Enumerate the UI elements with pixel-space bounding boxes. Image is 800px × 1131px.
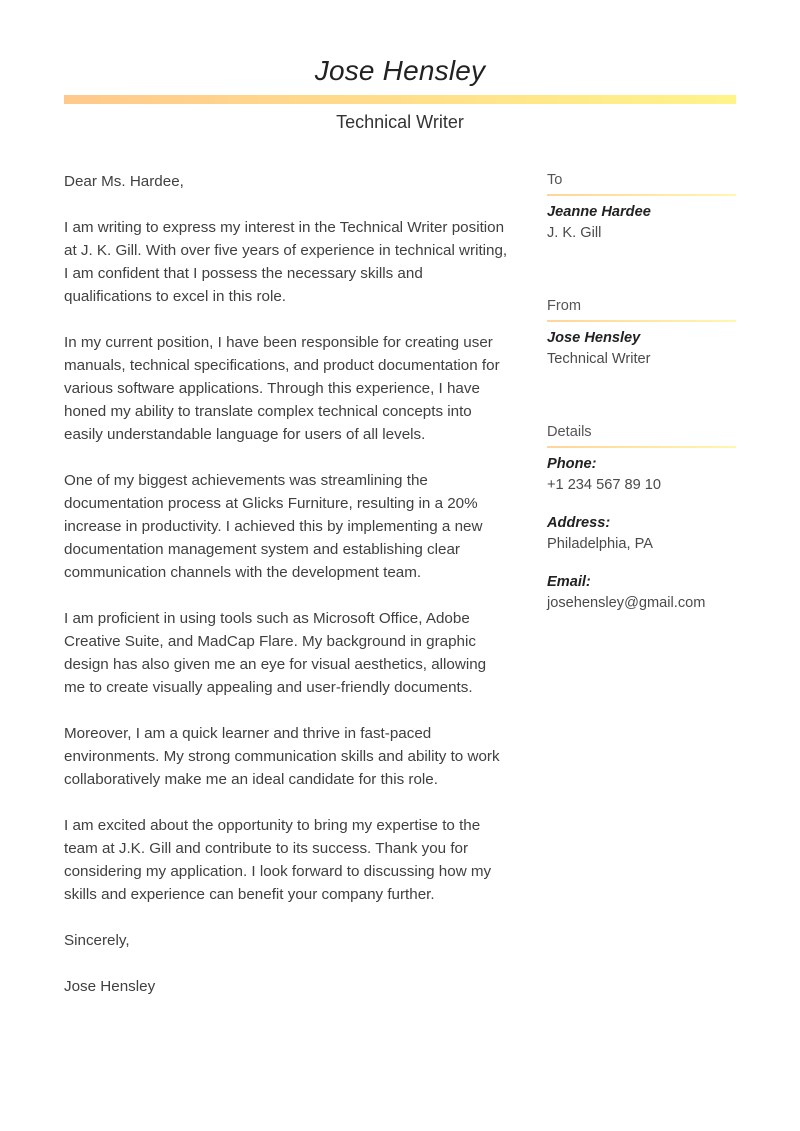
paragraph: I am writing to express my interest in the Technical Writer position at J. K. Gill. With over five years of experience in technical writing, I am confident that I possess the necessary skills and qualifications to excel in this role. [64,219,508,305]
details-heading: Details [547,422,736,448]
paragraph: Moreover, I am a quick learner and thrive in fast-paced environments. My strong communication skills and ability to work collaboratively make me an ideal candidate for this role. [64,725,500,788]
applicant-title: Technical Writer [336,112,464,132]
address-value: Philadelphia, PA [547,536,654,552]
paragraph: One of my biggest achievements was streamlining the documentation process at Glicks Furniture, resulting in a 20% increase in productivity. I achieved this by implementing a new documentation management system and establishing clear communication channels with the development team. [64,472,483,581]
to-section [547,170,736,244]
sender-title: Technical Writer [547,351,651,367]
to-heading: To [547,170,736,196]
address-item [547,513,736,555]
recipient-company: J. K. Gill [547,225,602,241]
recipient-name: Jeanne Hardee [547,204,651,220]
paragraph: I am excited about the opportunity to bring my expertise to the team at J.K. Gill and contribute to its success. Thank you for considering my application. I look forward to discussing how my skills and experience can benefit your company further. [64,817,492,903]
email-item [547,572,736,614]
sender-name: Jose Hensley [547,330,641,346]
letter-body [64,170,509,1021]
phone-label: Phone: [547,456,597,472]
applicant-name: Jose Hensley [314,55,486,86]
from-heading: From [547,296,736,322]
accent-bar [64,95,736,104]
from-section [547,296,736,370]
email-label: Email: [547,574,591,590]
address-label: Address: [547,515,611,531]
closing: Sincerely, [64,932,130,949]
phone-item [547,454,736,496]
salutation: Dear Ms. Hardee, [64,173,184,190]
paragraph: In my current position, I have been responsible for creating user manuals, technical specifications, and product documentation for various software applications. Through this experience, I have honed my ability to translate complex technical concepts into easily understandable language for users of all levels. [64,334,500,443]
paragraph: I am proficient in using tools such as Microsoft Office, Adobe Creative Suite, and MadCap Flare. My background in graphic design has also given me an eye for visual aesthetics, allowing me to create visually appealing and user-friendly documents. [64,610,487,696]
signature: Jose Hensley [64,978,156,995]
sidebar [547,170,736,631]
phone-value: +1 234 567 89 10 [547,477,662,493]
details-section [547,422,736,614]
email-value[interactable]: josehensley@gmail.com [547,595,706,611]
